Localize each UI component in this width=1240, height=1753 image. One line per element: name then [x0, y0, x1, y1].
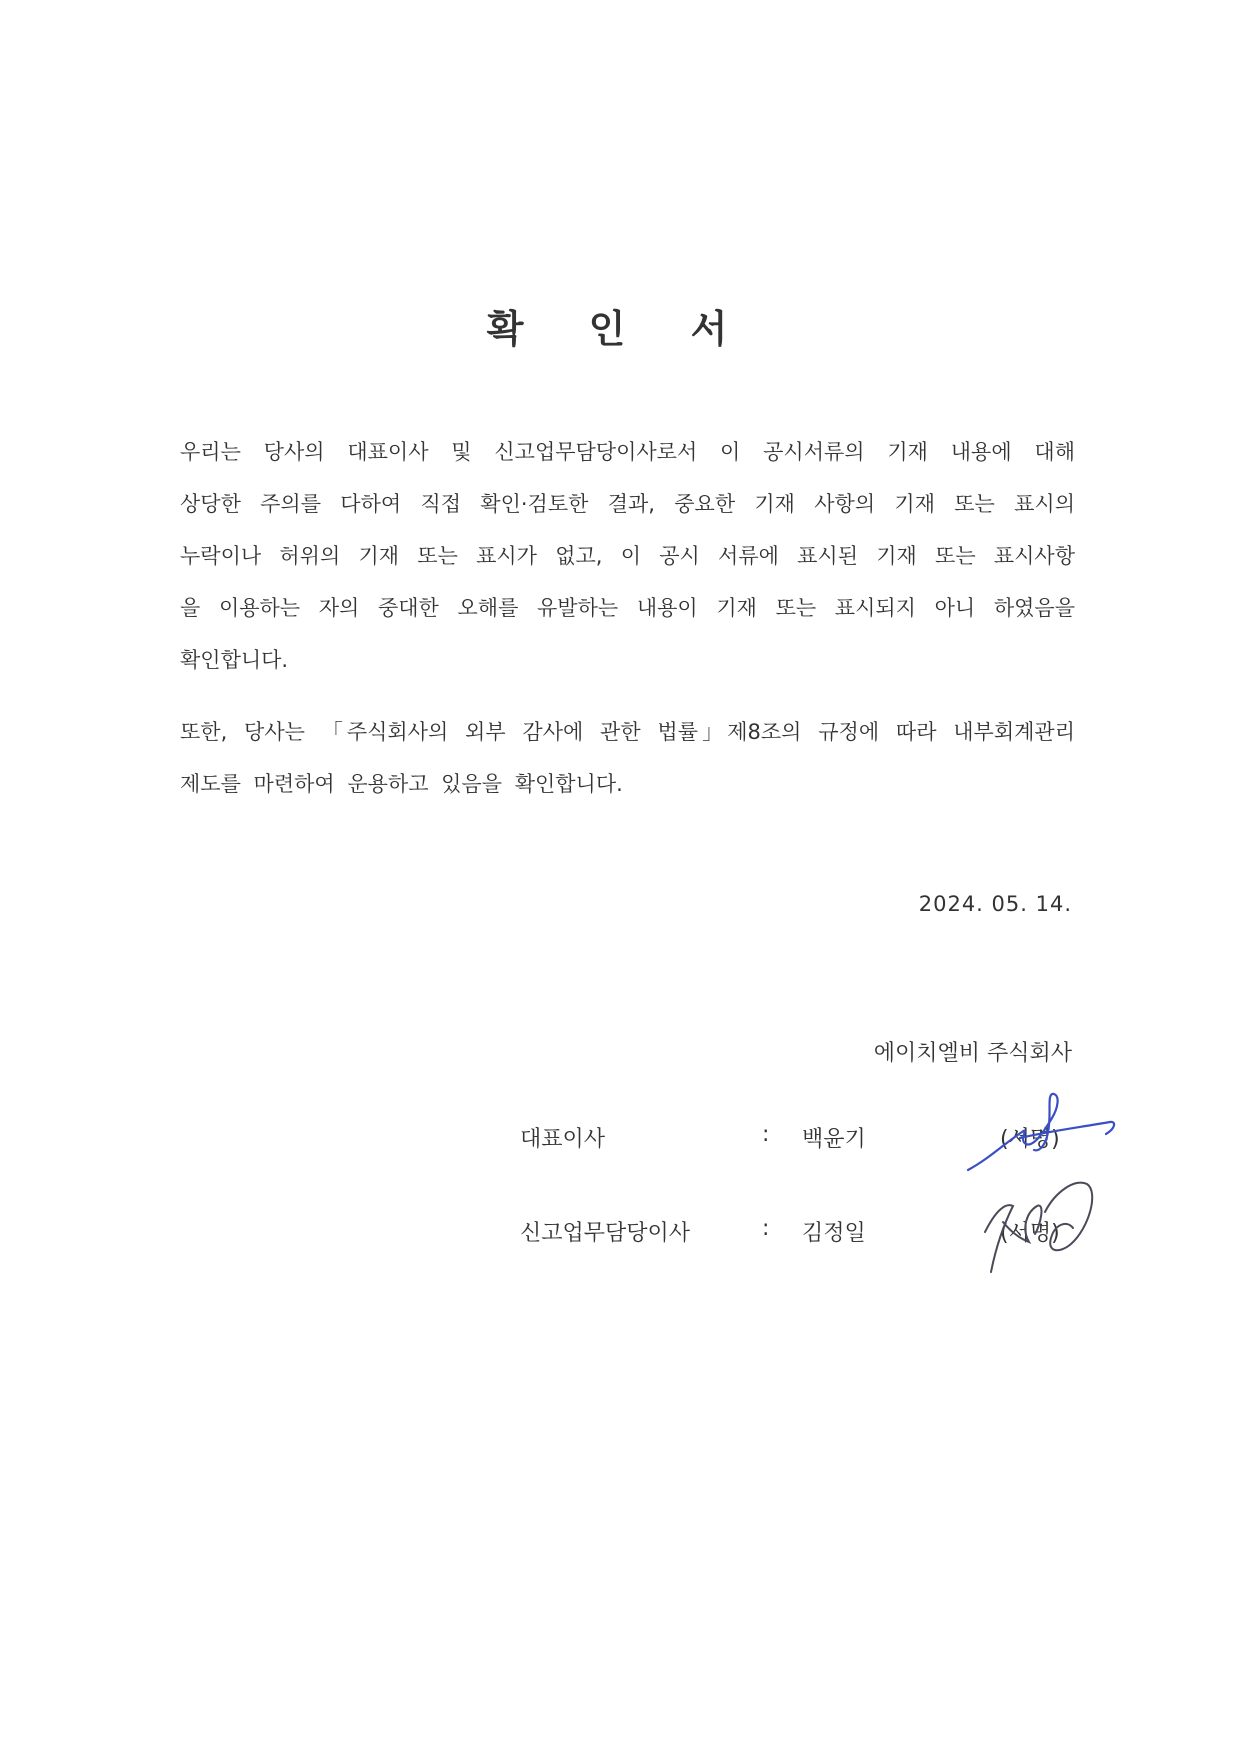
- signatory-role: 신고업무담당이사: [520, 1221, 691, 1246]
- company-name: 에이치엘비 주식회사: [873, 1041, 1072, 1066]
- paragraph-line: 을 이용하는 자의 중대한 오해를 유발하는 내용이 기재 또는 표시되지 아니 하였음을: [180, 596, 1075, 620]
- paragraph-line: 누락이나 허위의 기재 또는 표시가 없고, 이 공시 서류에 표시된 기재 또는 표시사항: [180, 544, 1075, 568]
- document-date: 2024. 05. 14.: [918, 892, 1072, 916]
- paragraph-line: 상당한 주의를 다하여 직접 확인·검토한 결과, 중요한 기재 사항의 기재 또는 표시의: [180, 492, 1075, 516]
- paragraph-line: 확인합니다.: [180, 648, 289, 672]
- signatory-colon: :: [762, 1216, 770, 1241]
- signatory-name: 김정일: [802, 1221, 866, 1246]
- signatory-role: 대표이사: [520, 1127, 606, 1152]
- paragraph-line: 우리는 당사의 대표이사 및 신고업무담당이사로서 이 공시서류의 기재 내용에 대해: [180, 440, 1075, 464]
- disclosure-officer-signature-icon: [975, 1172, 1105, 1282]
- signatory-name: 백윤기: [802, 1127, 866, 1152]
- sign-label: (서명): [1000, 1221, 1060, 1246]
- sign-label: (서명): [1000, 1127, 1060, 1152]
- internal-control-paragraph: [180, 706, 1075, 810]
- confirmation-paragraph: [180, 426, 1075, 686]
- paragraph-line: 제도를 마련하여 운용하고 있음을 확인합니다.: [180, 772, 623, 796]
- paragraph-line: 또한, 당사는 「주식회사의 외부 감사에 관한 법률」제8조의 규정에 따라 내부회계관리: [180, 720, 1075, 744]
- signatory-colon: :: [762, 1122, 770, 1147]
- document-title: 확 인 서: [486, 307, 754, 351]
